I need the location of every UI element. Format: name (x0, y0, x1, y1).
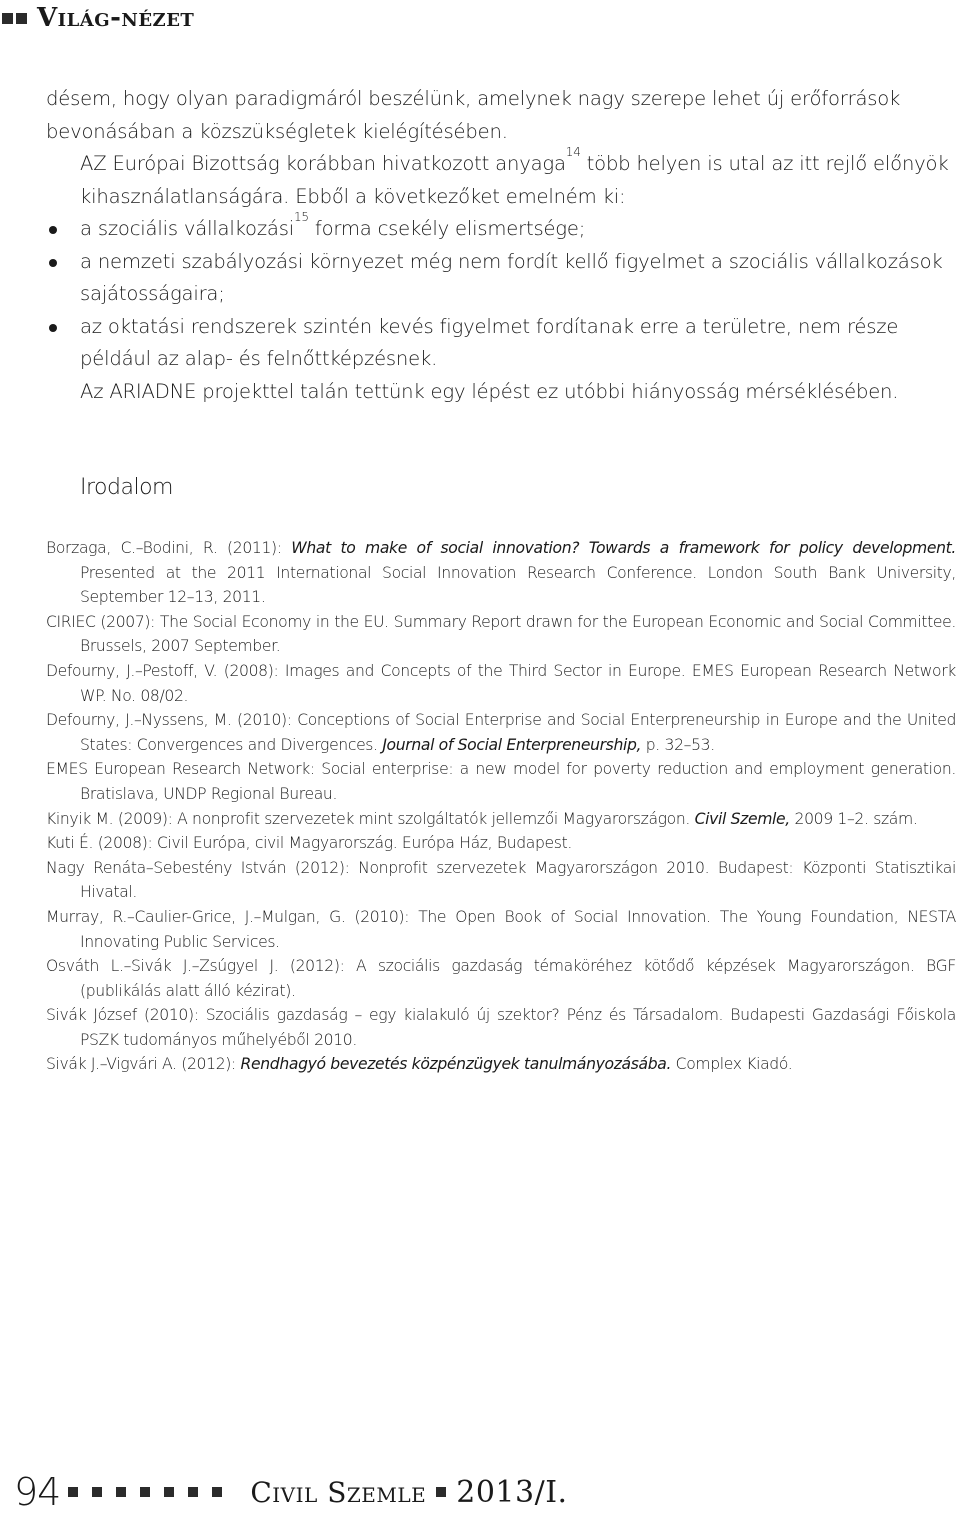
reference-item (46, 1003, 956, 1052)
text-run: forma csekély elismertsége; (308, 217, 586, 240)
footer-square-icon (212, 1487, 222, 1497)
reference-text: Murray, R.–Caulier-Grice, J.–Mulgan, G. (2010): The Open Book of Social Innovation. The Young Foundation, NESTA Innovating Public Services. (46, 907, 956, 951)
reference-item (46, 807, 956, 832)
reference-item (46, 708, 956, 757)
text-run: több helyen is utal az itt rejlő előnyök kihasználatlanságára. Ebből a következőket emelném ki: (80, 152, 949, 208)
footnote-ref: 14 (565, 145, 581, 160)
reference-item (46, 1052, 956, 1077)
text-run: az oktatási rendszerek szintén kevés figyelmet fordítanak erre a területre, nem része például az alap- és felnőttképzésnek. (80, 314, 899, 370)
header-square-icon (2, 13, 13, 24)
journal-name: Civil Szemle (250, 1475, 427, 1509)
reference-title: Rendhagyó bevezetés közpénzügyek tanulmányozásába. (240, 1055, 672, 1074)
reference-text: Kinyik M. (2009): A nonprofit szervezetek mint szolgáltatók jellemzői Magyarországon. (46, 809, 695, 828)
reference-text: Sivák József (2010): Szociális gazdaság – egy kialakuló új szektor? Pénz és Társadalom. Budapesti Gazdasági Főiskola PSZK tudományos műhelyéből 2010. (46, 1006, 956, 1049)
bullet-icon (49, 226, 57, 234)
bullet-icon (49, 324, 57, 332)
reference-item (46, 536, 956, 610)
reference-text: Defourny, J.–Pestoff, V. (2008): Images and Concepts of the Third Sector in Europe. EMES European Research Network WP. No. 08/02. (46, 661, 956, 705)
reference-item (46, 610, 956, 659)
paragraph: Az ARIADNE projekttel talán tettünk egy lépést ez utóbbi hiányosság mérséklésében. (80, 379, 899, 403)
section-title: Világ-nézet (37, 3, 195, 33)
reference-text: Defourny, J.–Nyssens, M. (2010): Conceptions of Social Enterprise and Social Enterpreneurship in Europe and the United States: Convergences and Divergences. (46, 711, 956, 754)
reference-title: Journal of Social Enterpreneurship, (382, 735, 642, 754)
reference-text: Sivák J.–Vigvári A. (2012): (46, 1055, 241, 1074)
reference-text: EMES European Research Network: Social enterprise: a new model for poverty reduction and employment generation. Bratislava, UNDP Regional Bureau. (46, 760, 956, 803)
article-body (46, 83, 958, 408)
footer-square-icon (164, 1487, 174, 1497)
reference-text: p. 32–53. (641, 735, 715, 754)
reference-text: 2009 1–2. szám. (789, 809, 918, 828)
reference-item (46, 757, 956, 806)
footer-square-icon (436, 1487, 446, 1497)
reference-item (46, 856, 956, 905)
footer-square-icon (68, 1487, 78, 1497)
reference-item (46, 659, 956, 708)
footnote-ref: 15 (293, 210, 309, 225)
reference-text: Borzaga, C.–Bodini, R. (2011): (46, 539, 292, 557)
reference-text: Nagy Renáta–Sebestény István (2012): Nonprofit szervezetek Magyarországon 2010. Budapest: Központi Statisztikai Hivatal. (46, 858, 956, 902)
list-item (46, 210, 958, 246)
list-item (46, 311, 958, 376)
reference-text: Kuti É. (2008): Civil Európa, civil Magyarország. Európa Ház, Budapest. (46, 834, 572, 853)
list-item (46, 246, 958, 311)
header-square-icon (16, 13, 27, 24)
bullet-list (46, 210, 958, 376)
reference-text: CIRIEC (2007): The Social Economy in the EU. Summary Report drawn for the European Economic and Social Committee. Brussels, 2007 September. (46, 612, 956, 656)
issue-number: 2013/I. (456, 1474, 568, 1510)
reference-title: Civil Szemle, (694, 809, 790, 828)
reference-text: Complex Kiadó. (671, 1055, 793, 1074)
reference-item (46, 954, 956, 1003)
footer-square-icon (92, 1487, 102, 1497)
paragraph: désem, hogy olyan paradigmáról beszélünk, amelynek nagy szerepe lehet új erőforrások bevonásában a közszükségletek kielégítésében. (46, 87, 901, 143)
literature-heading: Irodalom (80, 475, 173, 500)
reference-list (46, 536, 956, 1077)
reference-title: What to make of social innovation? Towards a framework for policy development. (291, 539, 956, 557)
footer-square-icon (116, 1487, 126, 1497)
paragraph (46, 145, 958, 213)
reference-item (46, 905, 956, 954)
reference-text: Osváth L.–Sivák J.–Zsúgyel J. (2012): A szociális gazdaság témaköréhez kötődő képzések Magyarországon. BGF (publikálás alatt álló kézirat). (46, 957, 956, 1000)
reference-item (46, 831, 956, 856)
text-run: a nemzeti szabályozási környezet még nem fordít kellő figyelmet a szociális vállalkozások sajátosságaira; (80, 249, 943, 305)
text-run: AZ Európai Bizottság korábban hivatkozott anyaga (80, 152, 566, 175)
footer-square-icon (140, 1487, 150, 1497)
footer-squares (68, 1487, 236, 1497)
reference-text: Presented at the 2011 International Social Innovation Research Conference. London South Bank University, September 12–13, 2011. (80, 563, 956, 607)
text-run: a szociális vállalkozási (80, 217, 294, 240)
footer-square-icon (188, 1487, 198, 1497)
bullet-icon (49, 259, 57, 267)
running-header (2, 2, 194, 34)
page-footer (14, 1466, 568, 1514)
page-number: 94 (14, 1470, 61, 1514)
